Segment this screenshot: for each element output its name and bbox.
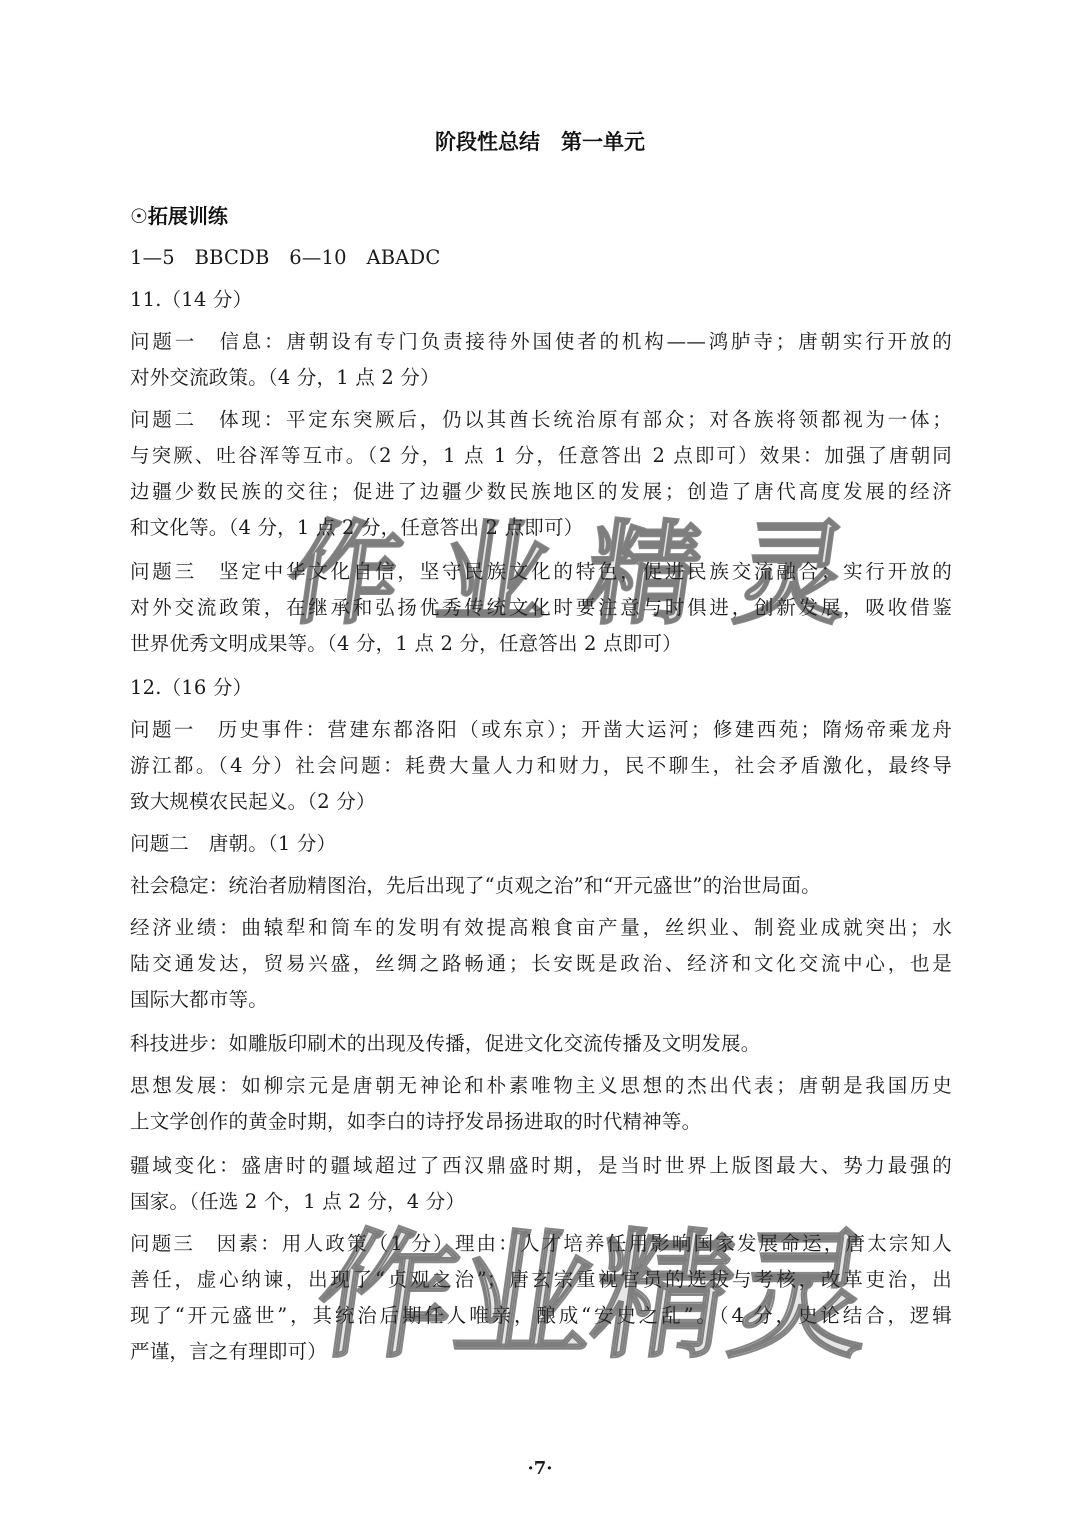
answer-line: 世界优秀文明成果等。（4 分，1 点 2 分，任意答出 2 点即可） <box>130 632 682 655</box>
answer-line: 严谨，言之有理即可） <box>130 1340 328 1363</box>
answer-line: 问题三 坚定中华文化自信，坚守民族文化的特色，促进民族交流融合；实行开放的 <box>130 560 952 583</box>
answer-line: 对外交流政策。（4 分，1 点 2 分） <box>130 366 440 389</box>
answer-line: 国际大都市等。 <box>130 988 268 1011</box>
answer-line: 问题一 历史事件：营建东都洛阳（或东京）；开凿大运河；修建西苑；隋炀帝乘龙舟 <box>130 718 952 741</box>
answer-line: 思想发展：如柳宗元是唐朝无神论和朴素唯物主义思想的杰出代表；唐朝是我国历史 <box>130 1074 952 1097</box>
answer-line: 问题二 唐朝。（1 分） <box>130 832 337 855</box>
section-heading: ☉拓展训练 <box>130 204 228 228</box>
answer-line: 社会稳定：统治者励精图治，先后出现了“贞观之治”和“开元盛世”的治世局面。 <box>130 874 821 897</box>
answer-line: 1—5 BBCDB 6—10 ABADC <box>130 246 441 269</box>
answer-line: 问题三 因素：用人政策（1 分）理由：人才培养任用影响国家发展命运，唐太宗知人 <box>130 1232 952 1255</box>
watermark-char: 灵 <box>721 1216 882 1377</box>
answer-line: 对外交流政策，在继承和弘扬优秀传统文化时要注意与时俱进，创新发展，吸收借鉴 <box>130 596 952 619</box>
watermark-char: 作 <box>279 509 410 640</box>
answer-line: 问题二 体现：平定东突厥后，仍以其酋长统治原有部众；对各族将领都视为一体； <box>130 408 952 431</box>
answer-line: 致大规模农民起义。（2 分） <box>130 790 376 813</box>
page-number: ·7· <box>527 1458 553 1479</box>
answer-line: 游江都。（4 分）社会问题：耗费大量人力和财力，民不聊生，社会矛盾激化，最终导 <box>130 754 952 777</box>
page-title: 阶段性总结 第一单元 <box>435 130 645 154</box>
answer-line: 陆交通发达，贸易兴盛，丝绸之路畅通；长安既是政治、经济和文化交流中心，也是 <box>130 952 952 975</box>
answer-line: 现了“开元盛世”，其统治后期任人唯亲，酿成“安史之乱”。（4 分，史论结合，逻辑 <box>130 1304 952 1327</box>
watermark-char: 精 <box>578 509 709 640</box>
watermark-char: 业 <box>428 509 560 640</box>
answer-line: 和文化等。（4 分，1 点 2 分，任意答出 2 点即可） <box>130 516 584 539</box>
watermark-char: 作 <box>307 1216 468 1377</box>
answer-line: 善任，虚心纳谏，出现了“贞观之治”；唐玄宗重视官员的选拔与考核，改革吏治，出 <box>130 1268 952 1291</box>
watermark-char: 精 <box>583 1216 744 1377</box>
answer-line: 与突厥、吐谷浑等互市。（2 分，1 点 1 分，任意答出 2 点即可）效果：加强了唐朝同 <box>130 444 952 467</box>
answer-line: 上文学创作的黄金时期，如李白的诗抒发昂扬进取的时代精神等。 <box>130 1110 702 1133</box>
answer-line: 疆域变化：盛唐时的疆域超过了西汉鼎盛时期，是当时世界上版图最大、势力最强的 <box>130 1154 952 1177</box>
answer-line: 边疆少数民族的交往；促进了边疆少数民族地区的发展；创造了唐代高度发展的经济 <box>130 480 952 503</box>
answer-line: 问题一 信息：唐朝设有专门负责接待外国使者的机构——鸿胪寺；唐朝实行开放的 <box>130 330 952 353</box>
watermark-char: 业 <box>445 1216 606 1377</box>
answer-line: 经济业绩：曲辕犁和筒车的发明有效提高粮食亩产量，丝织业、制瓷业成就突出；水 <box>130 916 952 939</box>
answer-line: 国家。（任选 2 个，1 点 2 分，4 分） <box>130 1190 466 1213</box>
question-heading: 12.（16 分） <box>130 676 253 699</box>
answer-line: 科技进步：如雕版印刷术的出现及传播，促进文化交流传播及文明发展。 <box>130 1032 761 1055</box>
watermark-char: 灵 <box>727 509 858 640</box>
question-heading: 11.（14 分） <box>130 288 253 311</box>
